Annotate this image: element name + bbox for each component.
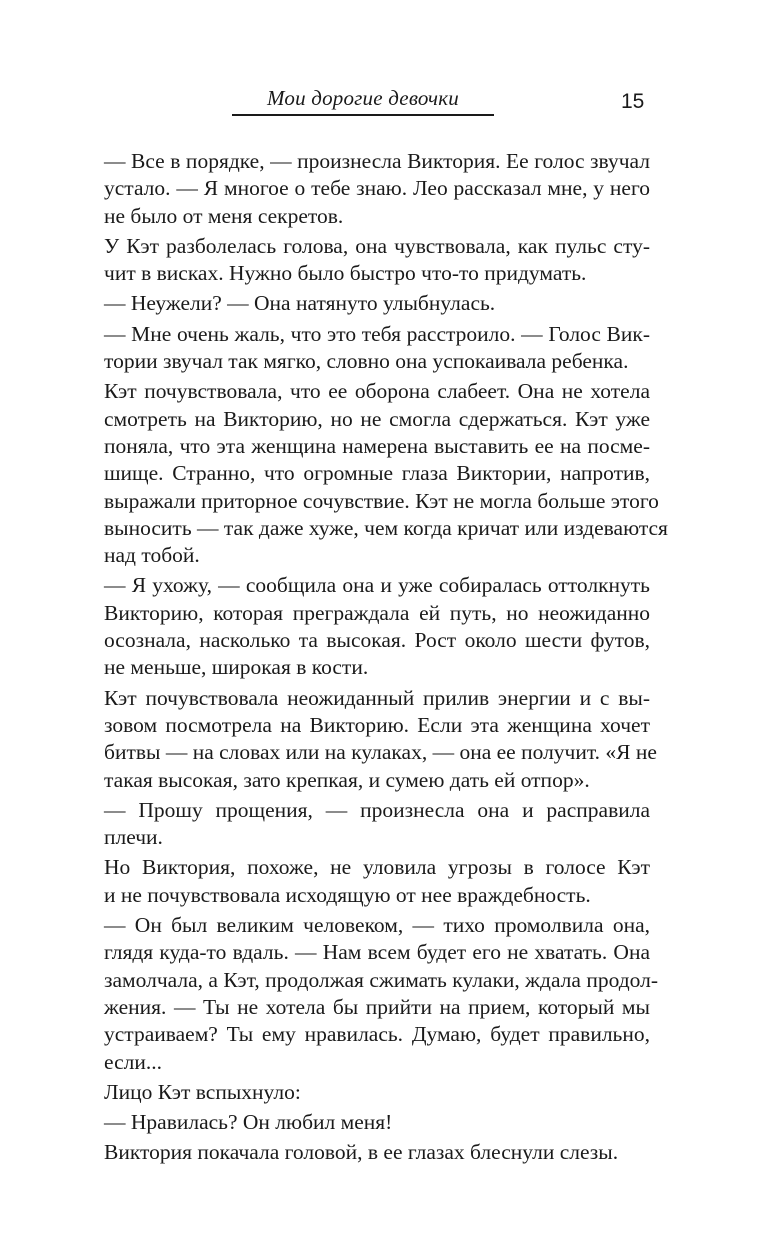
text-line: поняла, что эта женщина намерена выставить ее на посме- — [104, 433, 650, 458]
text-line: чит в висках. Нужно было быстро что-то придумать. — [104, 261, 587, 286]
text-line: устало. — Я многое о тебе знаю. Лео рассказал мне, у него — [104, 176, 650, 201]
body-text — [104, 148, 668, 1167]
text-line: — Прошу прощения, — произнесла она и расправила — [104, 797, 650, 822]
text-line: не было от меня секретов. — [104, 203, 344, 228]
text-line: осознала, насколько та высокая. Рост около шести футов, — [104, 628, 650, 653]
text-line: — Он был великим человеком, — тихо промолвила она, — [104, 913, 650, 938]
paragraph — [104, 1079, 650, 1106]
text-line: устраиваем? Ты ему нравилась. Думаю, будет правильно, — [104, 1022, 650, 1047]
paragraph — [104, 572, 650, 681]
text-line: если... — [104, 1049, 162, 1074]
running-header — [232, 84, 494, 116]
text-line: — Нравилась? Он любил меня! — [104, 1110, 393, 1135]
text-line: зовом посмотрела на Викторию. Если эта женщина хочет — [104, 712, 650, 737]
text-line: Викторию, которая преграждала ей путь, но неожиданно — [104, 600, 650, 625]
text-line: — Все в порядке, — произнесла Виктория. Ее голос звучал — [104, 149, 650, 173]
paragraph — [104, 912, 659, 1076]
text-line: такая высокая, зато крепкая, и сумею дать ей отпор». — [104, 767, 590, 792]
text-line: Кэт почувствовала, что ее оборона слабеет. Она не хотела — [104, 379, 650, 404]
text-line: замолчала, а Кэт, продолжая сжимать кулаки, ждала продол- — [104, 967, 659, 992]
text-line: — Я ухожу, — сообщила она и уже собиралась оттолкнуть — [104, 573, 650, 598]
paragraph — [104, 1139, 650, 1166]
text-line: выражали приторное сочувствие. Кэт не могла больше этого — [104, 488, 659, 513]
text-line: — Мне очень жаль, что это тебя расстроило. — Голос Вик- — [104, 321, 650, 346]
paragraph — [104, 854, 650, 909]
paragraph — [104, 321, 650, 376]
text-line: смотреть на Викторию, но не смогла сдержаться. Кэт уже — [104, 406, 650, 431]
text-line: тории звучал так мягко, словно она успокаивала ребенка. — [104, 349, 629, 374]
text-line: не меньше, широкая в кости. — [104, 655, 369, 680]
running-title: Мои дорогие девочки — [267, 86, 459, 110]
text-line: шище. Странно, что огромные глаза Виктории, напротив, — [104, 461, 650, 486]
paragraph — [104, 290, 650, 317]
text-line: Но Виктория, похоже, не уловила угрозы в голосе Кэт — [104, 855, 650, 880]
paragraph — [104, 1109, 650, 1136]
paragraph — [104, 378, 668, 569]
page-number: 15 — [621, 90, 645, 113]
text-line: Виктория покачала головой, в ее глазах блеснули слезы. — [104, 1140, 619, 1165]
text-line: глядя куда-то вдаль. — Нам всем будет его не хватать. Она — [104, 940, 650, 965]
text-line: и не почувствовала исходящую от нее враждебность. — [104, 882, 591, 907]
paragraph — [104, 797, 650, 852]
text-line: жения. — Ты не хотела бы прийти на прием, который мы — [104, 994, 650, 1019]
text-line: У Кэт разболелась голова, она чувствовала, как пульс сту- — [104, 233, 650, 258]
paragraph — [104, 685, 657, 794]
text-line: Кэт почувствовала неожиданный прилив энергии и с вы- — [104, 685, 650, 710]
text-line: — Неужели? — Она натянуто улыбнулась. — [104, 291, 496, 316]
text-line: над тобой. — [104, 543, 200, 568]
text-line: Лицо Кэт вспыхнуло: — [104, 1079, 301, 1104]
paragraph — [104, 148, 650, 230]
text-line: выносить — так даже хуже, чем когда кричат или издеваются — [104, 515, 668, 540]
text-line: битвы — на словах или на кулаках, — она ее получит. «Я не — [104, 740, 657, 765]
text-line: плечи. — [104, 825, 163, 850]
paragraph — [104, 233, 650, 288]
